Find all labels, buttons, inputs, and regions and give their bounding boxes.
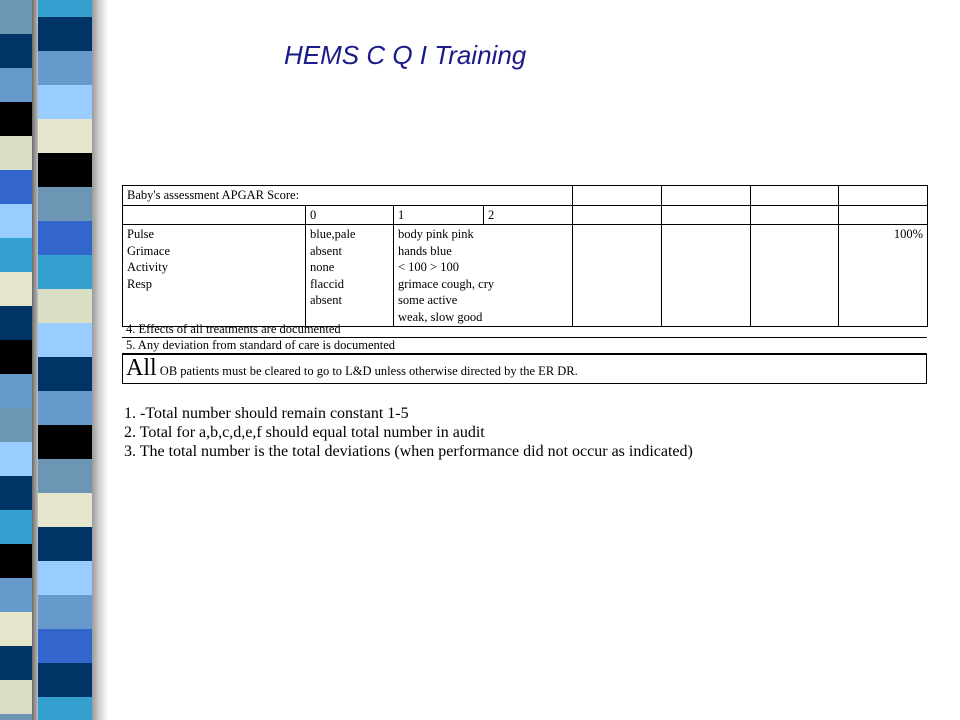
table-header-row [123,186,928,206]
score0-value: absent [310,243,342,258]
stripe-block [38,51,92,85]
empty-cell [751,205,839,225]
score-value: body pink pink [398,227,474,241]
criteria-activity: Activity [127,260,168,274]
stripe-block [0,544,33,578]
stripe-block [0,476,33,510]
ob-patients-text: OB patients must be cleared to go to L&D unless otherwise directed by the ER DR. [156,364,578,378]
score-value: grimace cough, cry [398,276,495,291]
stripe-block [38,153,92,187]
empty-cell [573,225,662,327]
stripe-block [38,391,92,425]
empty-cell [662,205,751,225]
score1-2-cell [394,225,573,327]
stripe-block [38,595,92,629]
stripe-block [38,0,92,17]
stripe-block [0,510,33,544]
empty-cell [751,225,839,327]
score0-value: none [310,260,335,274]
stripe-block [38,629,92,663]
stripe-block [38,119,92,153]
stripe-block [38,663,92,697]
stripe-block [0,238,33,272]
empty-cell [573,205,662,225]
stripe-block [38,255,92,289]
stripe-block [38,17,92,51]
stripe-block [0,68,33,102]
stripe-block [0,34,33,68]
stripe-block [0,136,33,170]
criteria-cell [123,225,306,327]
stripe-block [38,323,92,357]
score-header-row [123,205,928,225]
empty-cell [662,225,751,327]
stripe-bevel [32,0,38,720]
stripe-block [38,425,92,459]
note-item: 2. Total for a,b,c,d,e,f should equal total number in audit [124,424,485,441]
stripe-block [38,289,92,323]
apgar-table [122,185,928,327]
stripe-block [0,374,33,408]
empty-cell [839,205,928,225]
stripe-block [0,340,33,374]
stripe-block [38,187,92,221]
stripe-block [38,357,92,391]
ob-patients-row [122,354,927,384]
score-header-1: 1 [394,205,484,225]
score0-value: absent [310,293,342,307]
row-item-5: 5. Any deviation from standard of care is documented [122,338,927,354]
percent-cell: 100% [839,225,928,327]
criteria-grimace: Grimace [127,243,171,258]
slide-title: HEMS C Q I Training [284,40,527,70]
note-item: 3. The total number is the total deviations (when performance did not occur as indicated) [124,443,693,460]
empty-cell [123,205,306,225]
stripe-block [0,442,33,476]
apgar-table-container [122,185,927,327]
stripe-block [0,408,33,442]
stripe-block [0,680,33,714]
criteria-row [123,225,928,327]
stripe-block [38,221,92,255]
stripe-block [0,272,33,306]
stripe-block [0,306,33,340]
criteria-resp: Resp [127,276,152,291]
stripe-block [0,714,33,720]
stripe-shadow [92,0,108,720]
score-value: < 100 > 100 [398,260,459,274]
stripe-block [0,0,33,34]
criteria-pulse: Pulse [127,227,155,241]
stripe-block [0,578,33,612]
empty-cell [662,186,751,206]
stripe-block [38,561,92,595]
note-item: 1. -Total number should remain constant 1-5 [124,405,409,422]
empty-cell [573,186,662,206]
score-header-0: 0 [306,205,394,225]
score-value: weak, slow good [398,309,483,324]
score-value: some active [398,293,458,307]
empty-cell [839,186,928,206]
score-value: hands blue [398,243,452,258]
stripe-block [38,85,92,119]
stripe-block [38,459,92,493]
stripe-block [38,697,92,720]
score0-value: flaccid [310,276,345,291]
all-word: All [126,355,157,381]
stripe-block [0,170,33,204]
notes-list [124,404,693,461]
stripe-block [0,102,33,136]
apgar-header: Baby's assessment APGAR Score: [123,186,573,206]
row-item-4: 4. Effects of all treatments are documented [122,322,927,338]
score-header-2: 2 [484,205,573,225]
score0-value: blue,pale [310,227,356,241]
stripe-block [0,646,33,680]
stripe-block [38,493,92,527]
stripe-block [0,612,33,646]
stripe-block [38,527,92,561]
score0-cell [306,225,394,327]
empty-cell [751,186,839,206]
stripe-block [0,204,33,238]
